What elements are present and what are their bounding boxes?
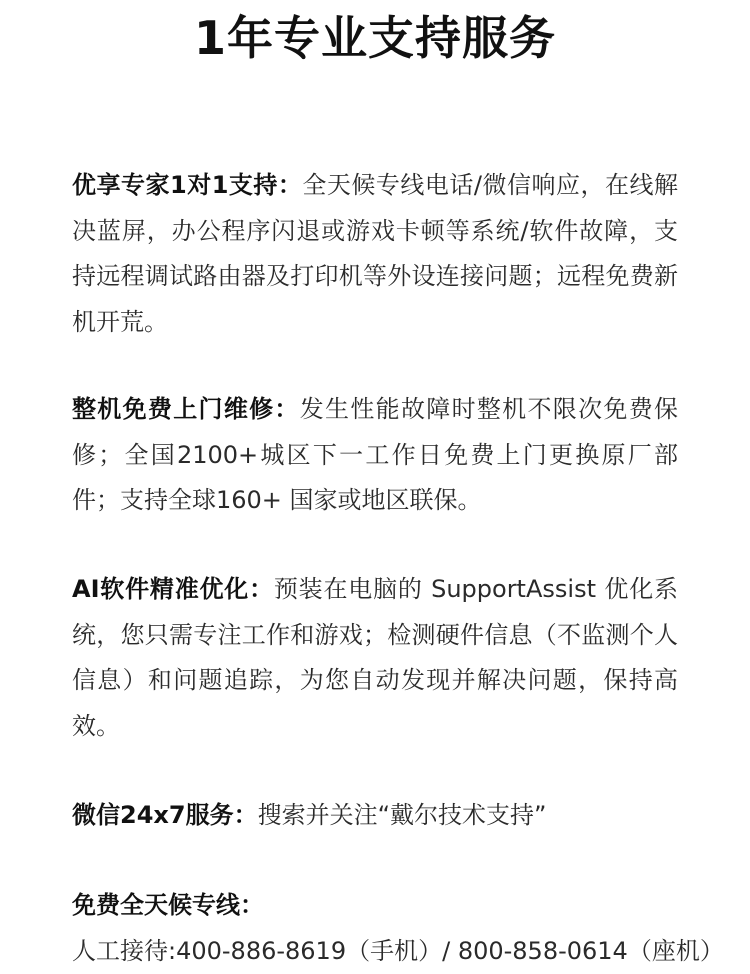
section-text: 发生性能故障时整机不限次免费保修；全国2100+城区下一工作日免费上门更换原厂部件；支持全球160+ 国家或地区联保。 xyxy=(72,395,678,514)
section-label: 优享专家1对1支持： xyxy=(72,171,302,199)
section-label: AI软件精准优化： xyxy=(72,575,274,603)
section-label: 免费全天候专线： xyxy=(72,883,678,929)
hotline-numbers: 人工接待:400-886-8619（手机）/ 800-858-0614（座机） xyxy=(72,929,678,974)
section-text: 预装在电脑的 SupportAssist 优化系统，您只需专注工作和游戏；检测硬件信息（不监测个人信息）和问题追踪，为您自动发现并解决问题，保持高效。 xyxy=(72,575,678,740)
section-expert-support xyxy=(72,163,678,345)
section-onsite-repair xyxy=(72,387,678,524)
page-title: 1年专业支持服务 xyxy=(0,8,750,68)
section-label: 整机免费上门维修： xyxy=(72,395,300,423)
section-hotline xyxy=(72,883,678,974)
section-label: 微信24x7服务： xyxy=(72,801,258,829)
section-wechat-service xyxy=(72,793,678,839)
section-ai-optimization xyxy=(72,567,678,749)
section-text: 搜索并关注“戴尔技术支持” xyxy=(258,801,547,829)
section-text: 全天候专线电话/微信响应，在线解决蓝屏，办公程序闪退或游戏卡顿等系统/软件故障，支持远程调试路由器及打印机等外设连接问题；远程免费新机开荒。 xyxy=(72,171,678,336)
